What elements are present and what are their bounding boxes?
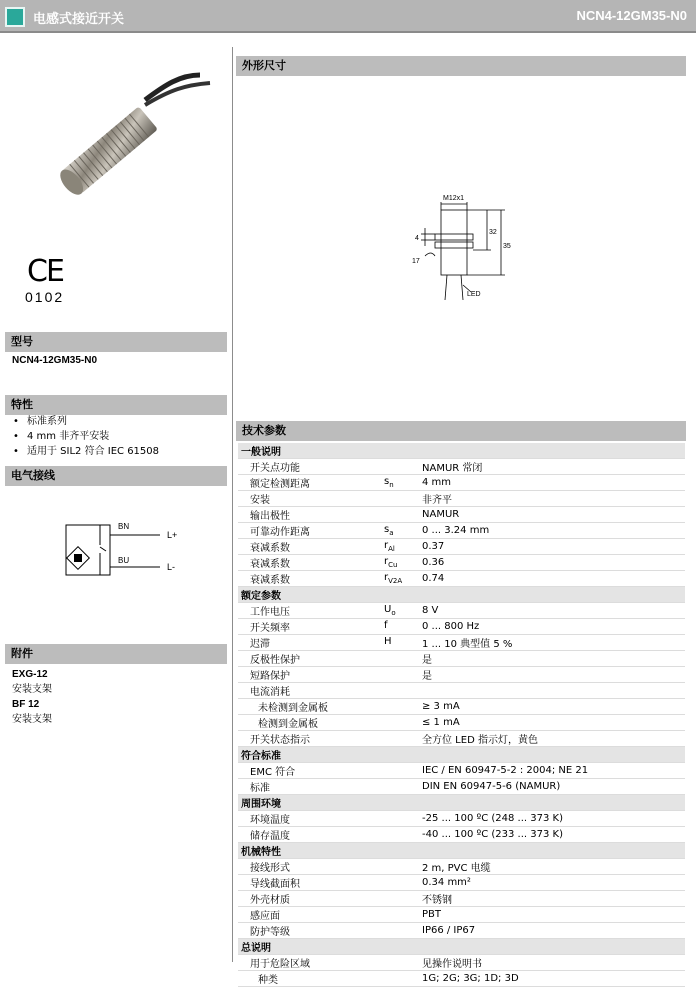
spec-symbol bbox=[384, 731, 422, 747]
section-accessories-header: 附件 bbox=[5, 644, 227, 664]
accessory-desc: 安装支架 bbox=[12, 714, 52, 725]
section-dimensions-header: 外形尺寸 bbox=[236, 56, 686, 76]
spec-symbol bbox=[384, 699, 422, 715]
spec-value: ≥ 3 mA bbox=[422, 699, 685, 715]
spec-row bbox=[238, 459, 685, 475]
spec-table bbox=[238, 443, 685, 987]
spec-symbol-main: U bbox=[384, 604, 392, 615]
dim-4: 4 bbox=[415, 235, 419, 242]
product-image bbox=[40, 55, 220, 225]
spec-group-header bbox=[238, 843, 685, 859]
spec-symbol-main: r bbox=[384, 556, 389, 567]
spec-group-header bbox=[238, 795, 685, 811]
spec-name: EMC 符合 bbox=[238, 763, 384, 779]
spec-symbol-sub: o bbox=[391, 609, 396, 617]
spec-name: 开关频率 bbox=[238, 619, 384, 635]
spec-value bbox=[422, 683, 685, 699]
spec-symbol bbox=[384, 715, 422, 731]
wire-bu-label: BU bbox=[118, 556, 130, 565]
spec-row bbox=[238, 811, 685, 827]
spec-symbol bbox=[384, 955, 422, 971]
spec-row bbox=[238, 715, 685, 731]
spec-name: 安装 bbox=[238, 491, 384, 507]
spec-row bbox=[238, 827, 685, 843]
spec-row bbox=[238, 555, 685, 571]
section-features-header: 特性 bbox=[5, 395, 227, 415]
spec-name: 检测到金属板 bbox=[238, 715, 384, 731]
dim-thread: M12x1 bbox=[443, 195, 465, 202]
spec-symbol bbox=[384, 619, 422, 635]
spec-name: 接线形式 bbox=[238, 859, 384, 875]
spec-symbol-main: r bbox=[384, 572, 389, 583]
spec-name: 输出极性 bbox=[238, 507, 384, 523]
column-divider bbox=[232, 47, 233, 962]
spec-symbol bbox=[384, 971, 422, 987]
spec-value: IP66 / IP67 bbox=[422, 923, 685, 939]
dim-led: LED bbox=[467, 291, 481, 298]
spec-value: 0.74 bbox=[422, 571, 685, 587]
spec-group-title: 一般说明 bbox=[238, 443, 685, 459]
spec-row bbox=[238, 731, 685, 747]
page-title: 电感式接近开关 bbox=[33, 12, 125, 27]
spec-value: ≤ 1 mA bbox=[422, 715, 685, 731]
spec-value: 2 m, PVC 电缆 bbox=[422, 859, 685, 875]
section-wiring-header: 电气接线 bbox=[5, 466, 227, 486]
spec-group-header bbox=[238, 939, 685, 955]
accessory-code: BF 12 bbox=[12, 699, 40, 710]
spec-symbol bbox=[384, 491, 422, 507]
accessories-list bbox=[12, 667, 52, 727]
spec-group-title: 总说明 bbox=[238, 939, 685, 955]
spec-group-header bbox=[238, 747, 685, 763]
spec-symbol-sub: V2A bbox=[388, 577, 403, 585]
spec-symbol bbox=[384, 571, 422, 587]
wiring-diagram bbox=[60, 515, 190, 580]
spec-value: 1G; 2G; 3G; 1D; 3D bbox=[422, 971, 685, 987]
spec-row bbox=[238, 763, 685, 779]
spec-value: 不锈钢 bbox=[422, 891, 685, 907]
spec-value: PBT bbox=[422, 907, 685, 923]
feature-item: • 4 mm 非齐平安装 bbox=[13, 429, 159, 444]
spec-group-title: 机械特性 bbox=[238, 843, 685, 859]
spec-name: 导线截面积 bbox=[238, 875, 384, 891]
spec-value: 4 mm bbox=[422, 475, 685, 491]
spec-symbol bbox=[384, 651, 422, 667]
spec-name: 反极性保护 bbox=[238, 651, 384, 667]
spec-symbol-main: r bbox=[384, 540, 389, 551]
wire-bn-label: BN bbox=[118, 522, 130, 531]
spec-row bbox=[238, 971, 685, 987]
spec-name: 种类 bbox=[238, 971, 384, 987]
spec-symbol bbox=[384, 683, 422, 699]
spec-row bbox=[238, 491, 685, 507]
spec-row bbox=[238, 699, 685, 715]
spec-name: 用于危险区域 bbox=[238, 955, 384, 971]
spec-value: 1 ... 10 典型值 5 % bbox=[422, 635, 685, 651]
spec-name: 电流消耗 bbox=[238, 683, 384, 699]
spec-symbol bbox=[384, 507, 422, 523]
spec-name: 可靠动作距离 bbox=[238, 523, 384, 539]
spec-symbol bbox=[384, 603, 422, 619]
spec-symbol bbox=[384, 859, 422, 875]
spec-name: 工作电压 bbox=[238, 603, 384, 619]
spec-symbol bbox=[384, 907, 422, 923]
spec-row bbox=[238, 603, 685, 619]
spec-row bbox=[238, 875, 685, 891]
spec-symbol bbox=[384, 923, 422, 939]
spec-symbol-sub: Al bbox=[388, 545, 395, 553]
spec-symbol bbox=[384, 763, 422, 779]
spec-row bbox=[238, 859, 685, 875]
feature-item: • 适用于 SIL2 符合 IEC 61508 bbox=[13, 444, 159, 459]
spec-name: 环境温度 bbox=[238, 811, 384, 827]
dim-32: 32 bbox=[489, 229, 497, 236]
spec-name: 防护等级 bbox=[238, 923, 384, 939]
spec-symbol-sub: n bbox=[389, 481, 394, 489]
spec-value: 0.37 bbox=[422, 539, 685, 555]
type-value: NCN4-12GM35-N0 bbox=[12, 355, 98, 366]
spec-name: 短路保护 bbox=[238, 667, 384, 683]
spec-value: 是 bbox=[422, 651, 685, 667]
features-list bbox=[13, 414, 159, 459]
spec-name: 额定检测距离 bbox=[238, 475, 384, 491]
spec-symbol bbox=[384, 523, 422, 539]
spec-symbol bbox=[384, 875, 422, 891]
spec-value: DIN EN 60947-5-6 (NAMUR) bbox=[422, 779, 685, 795]
spec-symbol bbox=[384, 539, 422, 555]
brand-logo bbox=[5, 7, 25, 27]
spec-row bbox=[238, 507, 685, 523]
spec-name: 标准 bbox=[238, 779, 384, 795]
spec-row bbox=[238, 779, 685, 795]
spec-symbol bbox=[384, 635, 422, 651]
spec-group-title: 符合标准 bbox=[238, 747, 685, 763]
spec-row bbox=[238, 907, 685, 923]
accessory-code: EXG-12 bbox=[12, 669, 48, 680]
spec-row bbox=[238, 523, 685, 539]
header-bar bbox=[0, 0, 696, 33]
spec-row bbox=[238, 635, 685, 651]
spec-row bbox=[238, 667, 685, 683]
spec-name: 衰减系数 bbox=[238, 539, 384, 555]
section-type-header: 型号 bbox=[5, 332, 227, 352]
spec-name: 开关点功能 bbox=[238, 459, 384, 475]
wire-plus-label: L+ bbox=[167, 530, 178, 540]
spec-symbol bbox=[384, 459, 422, 475]
spec-symbol bbox=[384, 555, 422, 571]
ce-number: 0102 bbox=[25, 289, 65, 305]
spec-symbol bbox=[384, 811, 422, 827]
spec-row bbox=[238, 539, 685, 555]
spec-symbol bbox=[384, 779, 422, 795]
spec-symbol bbox=[384, 667, 422, 683]
spec-name: 衰减系数 bbox=[238, 555, 384, 571]
wire-minus-label: L- bbox=[167, 562, 176, 572]
spec-row bbox=[238, 683, 685, 699]
spec-group-title: 周围环境 bbox=[238, 795, 685, 811]
spec-row bbox=[238, 955, 685, 971]
spec-symbol bbox=[384, 891, 422, 907]
spec-value: 8 V bbox=[422, 603, 685, 619]
feature-item: • 标准系列 bbox=[13, 414, 159, 429]
ce-mark: CE bbox=[27, 254, 63, 289]
spec-value: -25 ... 100 ºC (248 ... 373 K) bbox=[422, 811, 685, 827]
spec-value: 非齐平 bbox=[422, 491, 685, 507]
accessory-desc: 安装支架 bbox=[12, 684, 52, 695]
spec-symbol-main: s bbox=[384, 524, 390, 535]
spec-name: 开关状态指示 bbox=[238, 731, 384, 747]
spec-value: NAMUR 常闭 bbox=[422, 459, 685, 475]
spec-symbol-sub: a bbox=[389, 529, 394, 537]
spec-value: 0.36 bbox=[422, 555, 685, 571]
spec-row bbox=[238, 923, 685, 939]
spec-name: 感应面 bbox=[238, 907, 384, 923]
spec-name: 未检测到金属板 bbox=[238, 699, 384, 715]
spec-symbol-sub: Cu bbox=[388, 561, 398, 569]
spec-value: IEC / EN 60947-5-2 : 2004; NE 21 bbox=[422, 763, 685, 779]
model-number: NCN4-12GM35-N0 bbox=[576, 8, 687, 23]
spec-value: 0 ... 3.24 mm bbox=[422, 523, 685, 539]
spec-value: -40 ... 100 ºC (233 ... 373 K) bbox=[422, 827, 685, 843]
spec-group-header bbox=[238, 443, 685, 459]
spec-value: 0 ... 800 Hz bbox=[422, 619, 685, 635]
spec-row bbox=[238, 571, 685, 587]
spec-value: 见操作说明书 bbox=[422, 955, 685, 971]
spec-group-title: 额定参数 bbox=[238, 587, 685, 603]
spec-symbol-main: s bbox=[384, 476, 390, 487]
spec-value: NAMUR bbox=[422, 507, 685, 523]
dim-35: 35 bbox=[503, 243, 511, 250]
spec-symbol-main: H bbox=[384, 636, 392, 647]
spec-row bbox=[238, 475, 685, 491]
spec-name: 外壳材质 bbox=[238, 891, 384, 907]
spec-name: 储存温度 bbox=[238, 827, 384, 843]
section-tech-header: 技术参数 bbox=[236, 421, 686, 441]
spec-value: 全方位 LED 指示灯，黄色 bbox=[422, 731, 685, 747]
spec-row bbox=[238, 619, 685, 635]
spec-name: 衰减系数 bbox=[238, 571, 384, 587]
spec-group-header bbox=[238, 587, 685, 603]
dimension-drawing bbox=[405, 190, 525, 305]
spec-row bbox=[238, 651, 685, 667]
spec-value: 是 bbox=[422, 667, 685, 683]
spec-symbol bbox=[384, 827, 422, 843]
spec-name: 迟滞 bbox=[238, 635, 384, 651]
spec-row bbox=[238, 891, 685, 907]
spec-symbol-main: f bbox=[384, 620, 388, 631]
dim-17: 17 bbox=[412, 258, 420, 265]
spec-symbol bbox=[384, 475, 422, 491]
spec-value: 0.34 mm² bbox=[422, 875, 685, 891]
